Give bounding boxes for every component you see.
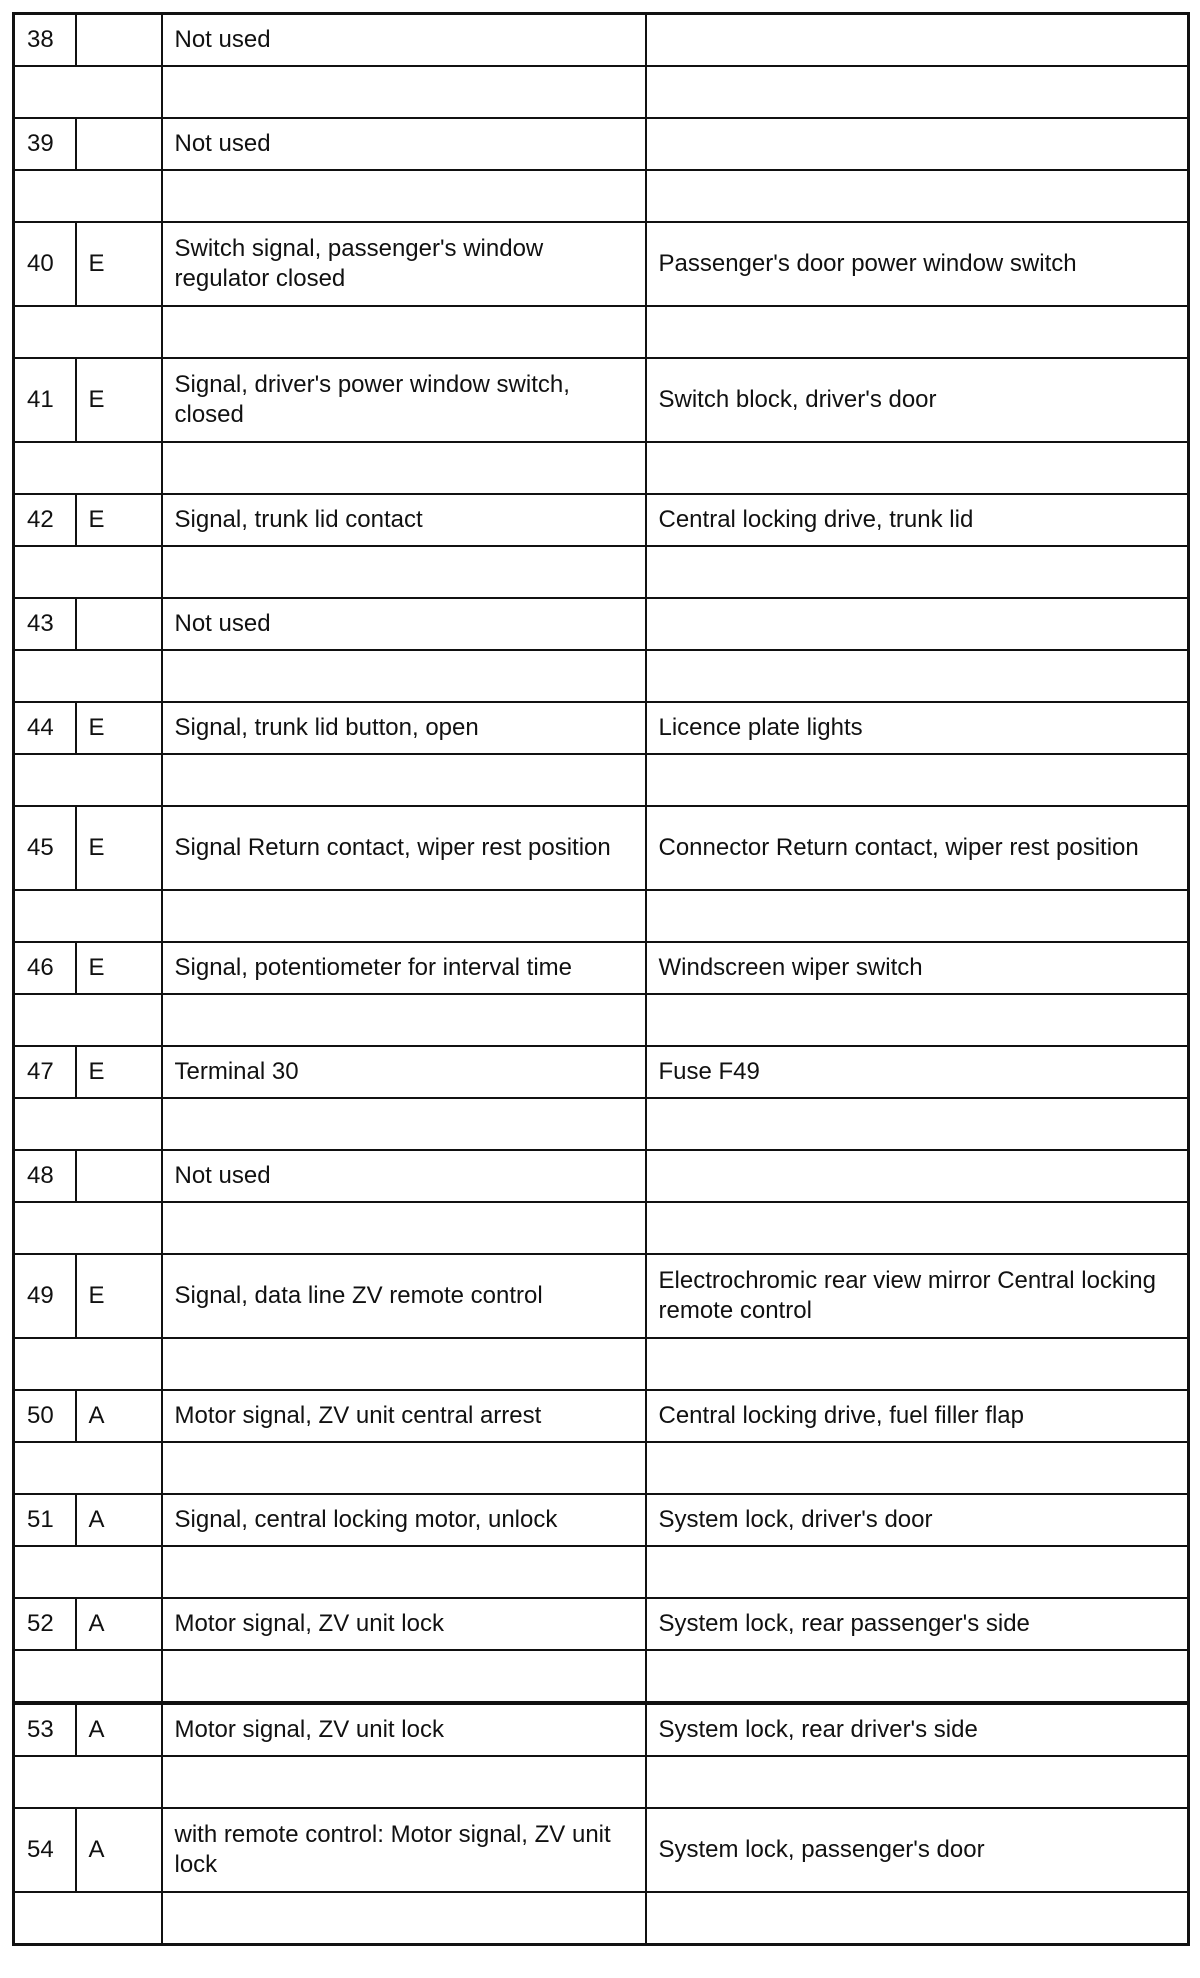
table-row	[14, 222, 1189, 306]
empty-cell	[14, 170, 162, 222]
signal-description-cell: Signal, driver's power window switch, closed	[162, 358, 646, 442]
signal-description-cell: Signal, data line ZV remote control	[162, 1254, 646, 1338]
empty-cell	[14, 1650, 162, 1703]
table-row	[14, 1494, 1189, 1546]
spacer-row	[14, 1892, 1189, 1945]
signal-type-cell: E	[76, 1046, 162, 1098]
empty-cell	[14, 994, 162, 1046]
empty-cell	[162, 1650, 646, 1703]
spacer-row	[14, 442, 1189, 494]
empty-cell	[646, 66, 1189, 118]
empty-cell	[14, 890, 162, 942]
empty-cell	[14, 1756, 162, 1808]
signal-description-cell: Signal Return contact, wiper rest position	[162, 806, 646, 890]
empty-cell	[646, 994, 1189, 1046]
pin-number-cell: 44	[14, 702, 76, 754]
signal-description-cell: Motor signal, ZV unit lock	[162, 1703, 646, 1756]
empty-cell	[162, 66, 646, 118]
table-row	[14, 942, 1189, 994]
empty-cell	[646, 1756, 1189, 1808]
signal-type-cell: E	[76, 358, 162, 442]
empty-cell	[646, 170, 1189, 222]
empty-cell	[646, 1892, 1189, 1945]
spacer-row	[14, 650, 1189, 702]
signal-type-cell: E	[76, 806, 162, 890]
signal-type-cell	[76, 118, 162, 170]
table-row	[14, 702, 1189, 754]
empty-cell	[162, 1442, 646, 1494]
connected-component-cell	[646, 598, 1189, 650]
spacer-row	[14, 1202, 1189, 1254]
table-row	[14, 1390, 1189, 1442]
signal-description-cell: Motor signal, ZV unit central arrest	[162, 1390, 646, 1442]
spacer-row	[14, 1098, 1189, 1150]
spacer-row	[14, 890, 1189, 942]
connected-component-cell: Connector Return contact, wiper rest position	[646, 806, 1189, 890]
connected-component-cell	[646, 1150, 1189, 1202]
empty-cell	[162, 170, 646, 222]
empty-cell	[646, 546, 1189, 598]
signal-type-cell: A	[76, 1390, 162, 1442]
empty-cell	[646, 1338, 1189, 1390]
pin-number-cell: 54	[14, 1808, 76, 1892]
empty-cell	[162, 1756, 646, 1808]
pin-number-cell: 49	[14, 1254, 76, 1338]
pin-number-cell: 50	[14, 1390, 76, 1442]
signal-type-cell: A	[76, 1598, 162, 1650]
spacer-row	[14, 1546, 1189, 1598]
empty-cell	[14, 1098, 162, 1150]
empty-cell	[162, 546, 646, 598]
empty-cell	[162, 1202, 646, 1254]
pin-number-cell: 42	[14, 494, 76, 546]
empty-cell	[162, 1098, 646, 1150]
empty-cell	[646, 754, 1189, 806]
empty-cell	[14, 546, 162, 598]
connected-component-cell: System lock, driver's door	[646, 1494, 1189, 1546]
table-row	[14, 1598, 1189, 1650]
signal-description-cell: Switch signal, passenger's window regulator closed	[162, 222, 646, 306]
empty-cell	[162, 650, 646, 702]
pin-number-cell: 48	[14, 1150, 76, 1202]
empty-cell	[14, 1442, 162, 1494]
empty-cell	[646, 1546, 1189, 1598]
empty-cell	[646, 306, 1189, 358]
connected-component-cell: System lock, rear driver's side	[646, 1703, 1189, 1756]
empty-cell	[646, 1650, 1189, 1703]
pin-number-cell: 52	[14, 1598, 76, 1650]
empty-cell	[162, 306, 646, 358]
spacer-row	[14, 546, 1189, 598]
signal-description-cell: Not used	[162, 598, 646, 650]
table-row	[14, 598, 1189, 650]
pin-number-cell: 41	[14, 358, 76, 442]
table-row	[14, 1254, 1189, 1338]
signal-type-cell	[76, 598, 162, 650]
signal-type-cell: E	[76, 702, 162, 754]
table-row	[14, 1808, 1189, 1892]
spacer-row	[14, 994, 1189, 1046]
pin-number-cell: 39	[14, 118, 76, 170]
pin-number-cell: 43	[14, 598, 76, 650]
table-row	[14, 358, 1189, 442]
signal-description-cell: Signal, trunk lid contact	[162, 494, 646, 546]
empty-cell	[646, 442, 1189, 494]
table-row	[14, 14, 1189, 67]
signal-type-cell: E	[76, 1254, 162, 1338]
connected-component-cell: Switch block, driver's door	[646, 358, 1189, 442]
empty-cell	[646, 1442, 1189, 1494]
empty-cell	[162, 442, 646, 494]
signal-type-cell: E	[76, 942, 162, 994]
spacer-row	[14, 754, 1189, 806]
signal-description-cell: Not used	[162, 1150, 646, 1202]
empty-cell	[162, 1892, 646, 1945]
signal-description-cell: Signal, trunk lid button, open	[162, 702, 646, 754]
empty-cell	[14, 306, 162, 358]
connected-component-cell: Fuse F49	[646, 1046, 1189, 1098]
pin-number-cell: 40	[14, 222, 76, 306]
connected-component-cell: Central locking drive, fuel filler flap	[646, 1390, 1189, 1442]
spacer-row	[14, 66, 1189, 118]
empty-cell	[162, 994, 646, 1046]
signal-type-cell: E	[76, 494, 162, 546]
signal-description-cell: with remote control: Motor signal, ZV unit lock	[162, 1808, 646, 1892]
empty-cell	[14, 1892, 162, 1945]
empty-cell	[14, 754, 162, 806]
table-row	[14, 1150, 1189, 1202]
empty-cell	[162, 754, 646, 806]
spacer-row	[14, 1756, 1189, 1808]
pin-assignment-table	[12, 12, 1190, 1946]
signal-description-cell: Motor signal, ZV unit lock	[162, 1598, 646, 1650]
spacer-row	[14, 1338, 1189, 1390]
table-row	[14, 118, 1189, 170]
signal-type-cell: A	[76, 1494, 162, 1546]
pin-number-cell: 47	[14, 1046, 76, 1098]
signal-description-cell: Not used	[162, 118, 646, 170]
spacer-row	[14, 1442, 1189, 1494]
empty-cell	[162, 890, 646, 942]
pin-number-cell: 38	[14, 14, 76, 67]
connected-component-cell: Licence plate lights	[646, 702, 1189, 754]
connected-component-cell: System lock, passenger's door	[646, 1808, 1189, 1892]
pin-number-cell: 53	[14, 1703, 76, 1756]
signal-type-cell: E	[76, 222, 162, 306]
table-row	[14, 806, 1189, 890]
table-row	[14, 1046, 1189, 1098]
signal-type-cell	[76, 14, 162, 67]
pin-number-cell: 46	[14, 942, 76, 994]
signal-type-cell: A	[76, 1703, 162, 1756]
spacer-row	[14, 306, 1189, 358]
empty-cell	[162, 1546, 646, 1598]
signal-description-cell: Not used	[162, 14, 646, 67]
connected-component-cell: Central locking drive, trunk lid	[646, 494, 1189, 546]
table-row	[14, 494, 1189, 546]
signal-type-cell: A	[76, 1808, 162, 1892]
empty-cell	[14, 650, 162, 702]
spacer-row	[14, 170, 1189, 222]
table-row	[14, 1703, 1189, 1756]
empty-cell	[646, 1098, 1189, 1150]
empty-cell	[162, 1338, 646, 1390]
connected-component-cell: Electrochromic rear view mirror Central locking remote control	[646, 1254, 1189, 1338]
pin-number-cell: 45	[14, 806, 76, 890]
signal-type-cell	[76, 1150, 162, 1202]
signal-description-cell: Signal, potentiometer for interval time	[162, 942, 646, 994]
empty-cell	[14, 1546, 162, 1598]
empty-cell	[14, 1202, 162, 1254]
empty-cell	[646, 1202, 1189, 1254]
empty-cell	[14, 442, 162, 494]
connected-component-cell: Windscreen wiper switch	[646, 942, 1189, 994]
empty-cell	[14, 66, 162, 118]
connected-component-cell: Passenger's door power window switch	[646, 222, 1189, 306]
empty-cell	[646, 650, 1189, 702]
spacer-row	[14, 1650, 1189, 1703]
connected-component-cell	[646, 14, 1189, 67]
connected-component-cell: System lock, rear passenger's side	[646, 1598, 1189, 1650]
connected-component-cell	[646, 118, 1189, 170]
signal-description-cell: Terminal 30	[162, 1046, 646, 1098]
pin-table-body	[14, 14, 1189, 1945]
empty-cell	[14, 1338, 162, 1390]
signal-description-cell: Signal, central locking motor, unlock	[162, 1494, 646, 1546]
empty-cell	[646, 890, 1189, 942]
pin-number-cell: 51	[14, 1494, 76, 1546]
